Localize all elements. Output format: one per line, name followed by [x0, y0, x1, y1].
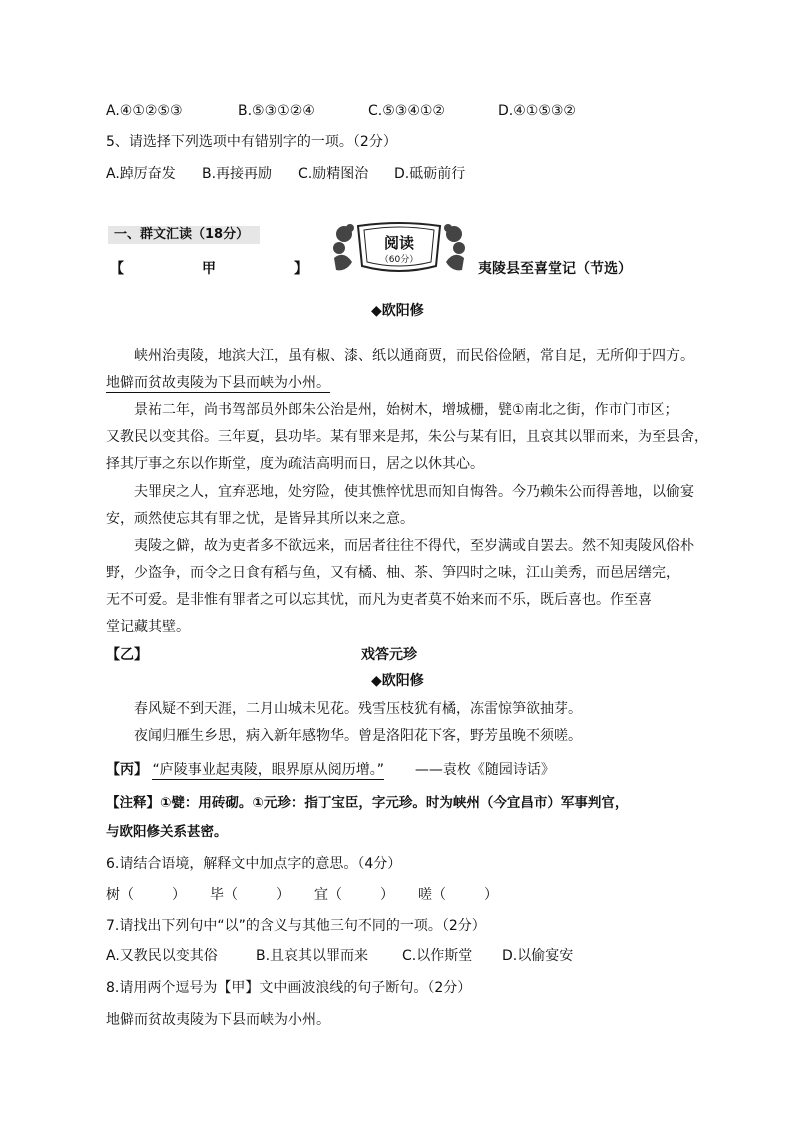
- q6-item-jie-close: ）: [484, 887, 498, 903]
- section-heading: 一、群文汇读（18分）: [108, 226, 260, 244]
- q6-item-yi: 宜（: [314, 887, 342, 903]
- q6-item-shu: 树（: [106, 887, 134, 903]
- jia-p4-line3: 无不可爱。是非惟有罪者之可以忘其忧，而凡为吏者莫不始来而不乐，既后喜也。作至喜: [106, 592, 652, 608]
- q7-option-b: B.且哀其以罪而来: [256, 948, 369, 964]
- q6-item-jie: 嗟（: [418, 887, 446, 903]
- bing-label: 【丙】: [106, 762, 148, 778]
- jia-p2-line3: 择其厅事之东以作斯堂，度为疏洁高明而日，居之以休其心。: [106, 456, 484, 472]
- q6-item-bi-close: ）: [276, 887, 290, 903]
- yi-title: 戏答元珍: [361, 647, 417, 663]
- jia-wavy-sentence: 地僻而贫故夷陵为下县而峡为小州。: [106, 375, 330, 391]
- q7-options: [106, 946, 573, 966]
- jia-label-text: 甲: [202, 261, 216, 277]
- jia-p1-line2-wrap: [106, 373, 330, 393]
- jia-p2-line1: 景祐二年，尚书驾部员外郎朱公治是州，始树木，增城栅，甓①南北之街，作市门市区；: [134, 402, 679, 418]
- q6-item-yi-close: ）: [380, 887, 394, 903]
- q7-option-a: A.又教民以变其俗: [106, 948, 218, 964]
- banner-left-ornament: [333, 224, 354, 270]
- jia-bracket-left: 【: [110, 261, 124, 277]
- q4-option-b: B.⑤③①②④: [238, 103, 315, 119]
- jia-p4-line1: 夷陵之僻，故为吏者多不欲远来，而居者往往不得代，至岁满或自罢去。然不知夷陵风俗朴: [134, 538, 694, 554]
- reading-banner: [330, 218, 468, 280]
- q5-option-c: C.励精图治: [298, 166, 369, 182]
- yi-poem-line2: 夜闻归雁生乡思，病入新年感物华。曾是洛阳花下客，野芳虽晚不须嗟。: [134, 728, 582, 744]
- jia-p2-line2: 又教民以变其俗。三年夏，县功毕。某有罪来是邦，朱公与某有旧，且哀其以罪而来，为至县舍，: [106, 429, 708, 445]
- bing-line: [106, 760, 555, 780]
- q4-option-d: D.④①⑤③②: [498, 103, 576, 119]
- bing-quote: “庐陵事业起夷陵，眼界原从阅历增。”: [152, 762, 384, 778]
- q8-sentence: 地僻而贫故夷陵为下县而峡为小州。: [106, 1012, 330, 1028]
- yi-author: ◆欧阳修: [371, 673, 424, 689]
- q4-option-c: C.⑤③④①②: [368, 103, 445, 119]
- note-line1: 【注释】①甓：用砖砌。①元珍：指丁宝臣，字元珍。时为峡州（今宜昌市）军事判官，: [106, 795, 629, 811]
- q6-items: [106, 885, 498, 905]
- jia-bracket-right: 】: [294, 261, 308, 277]
- yi-poem-line1: 春风疑不到天涯，二月山城未见花。残雪压枝犹有橘，冻雷惊笋欲抽芽。: [134, 701, 582, 717]
- jia-title: 夷陵县至喜堂记（节选）: [478, 261, 632, 277]
- q5-option-b: B.再接再励: [202, 166, 273, 182]
- q5-options: [106, 164, 465, 184]
- jia-p4-line4: 堂记藏其壁。: [106, 619, 190, 635]
- jia-p1-line1: 峡州治夷陵，地滨大江，虽有椒、漆、纸以通商贾，而民俗俭陋，常自足，无所仰于四方。: [134, 348, 694, 364]
- banner-right-ornament: [444, 224, 465, 270]
- q6-stem: 6.请结合语境，解释文中加点字的意思。（4分）: [106, 856, 402, 872]
- q6-item-shu-close: ）: [172, 887, 186, 903]
- jia-p3-line2: 安，顽然使忘其有罪之忧，是皆异其所以来之意。: [106, 511, 414, 527]
- bing-source: ——袁枚《随园诗话》: [414, 762, 555, 778]
- q7-stem: 7.请找出下列句中“以”的含义与其他三句不同的一项。（2分）: [106, 918, 486, 934]
- jia-p3-line1: 夫罪戾之人，宜弃恶地，处穷险，使其憔悴忧思而知自悔咎。今乃赖朱公而得善地，以偷宴: [134, 484, 694, 500]
- jia-author: ◆欧阳修: [371, 303, 424, 319]
- q7-option-c: C.以作斯堂: [402, 948, 473, 964]
- q7-option-d: D.以偷宴安: [502, 948, 574, 964]
- q5-option-a: A.踔厉奋发: [106, 166, 176, 182]
- q5-stem: 5、请选择下列选项中有错别字的一项。（2分）: [106, 134, 397, 150]
- note-line2: 与欧阳修关系甚密。: [106, 824, 228, 840]
- banner-score: （60分）: [379, 255, 419, 265]
- q6-item-bi: 毕（: [210, 887, 238, 903]
- jia-p4-line2: 野，少盗争，而令之日食有稻与鱼，又有橘、柚、茶、笋四时之味，江山美秀，而邑居缮完，: [106, 565, 680, 581]
- jia-label: [110, 259, 308, 279]
- q4-option-a: A.④①②⑤③: [106, 103, 183, 119]
- yi-label: 【乙】: [106, 647, 148, 663]
- q8-stem: 8.请用两个逗号为【甲】文中画波浪线的句子断句。（2分）: [106, 980, 472, 996]
- banner-title: 阅读: [383, 234, 415, 252]
- q5-option-d: D.砥砺前行: [394, 166, 466, 182]
- q4-options: [106, 101, 576, 121]
